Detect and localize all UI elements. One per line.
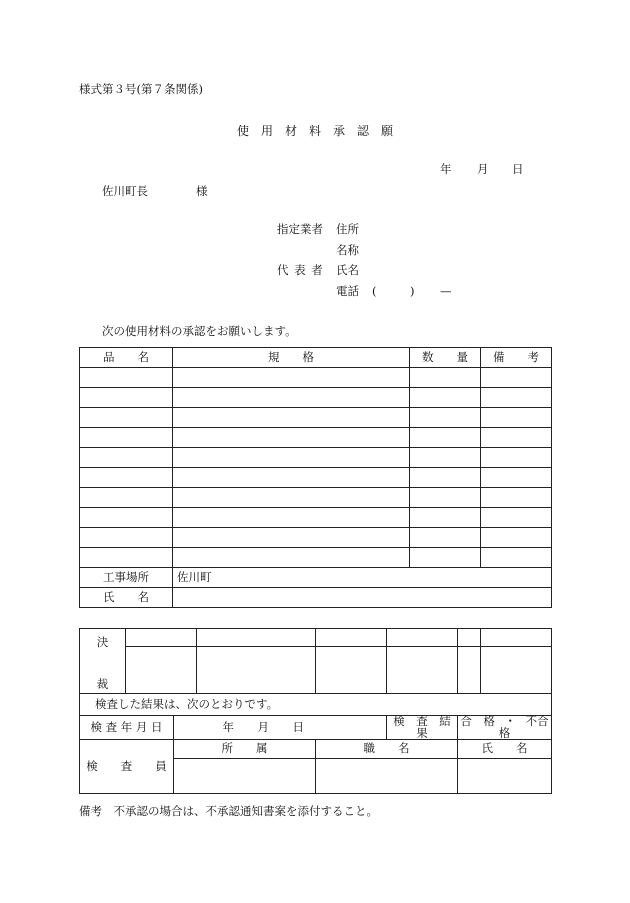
note-cell[interactable] (481, 428, 552, 448)
request-text: 次の使用材料の承認をお願いします。 (102, 324, 297, 338)
header-spec: 規 格 (173, 348, 410, 368)
table-row (80, 528, 552, 548)
document-title: 使 用 材 料 承 認 願 (236, 124, 393, 138)
representative-name-label: 氏名 (336, 263, 359, 277)
spec-cell[interactable] (173, 528, 410, 548)
qty-cell[interactable] (410, 428, 481, 448)
table-row (80, 548, 552, 568)
qty-cell[interactable] (410, 448, 481, 468)
inspection-month: 月 (257, 719, 269, 734)
spec-cell[interactable] (173, 468, 410, 488)
spec-cell[interactable] (173, 408, 410, 428)
decision-label-bottom: 裁 (96, 676, 109, 691)
inspector-label: 検 査 員 (80, 740, 174, 794)
table-row (80, 488, 552, 508)
form-number: 様式第３号(第７条関係) (79, 82, 203, 96)
table-row (80, 448, 552, 468)
inspection-day: 日 (292, 719, 304, 734)
inspector-name-label: 氏 名 (458, 740, 552, 759)
spec-cell[interactable] (173, 508, 410, 528)
stamp-header-cell[interactable] (126, 629, 197, 647)
item-cell[interactable] (80, 488, 173, 508)
qty-cell[interactable] (410, 488, 481, 508)
inspector-name-value[interactable] (458, 759, 552, 794)
qty-cell[interactable] (410, 468, 481, 488)
spec-cell[interactable] (173, 368, 410, 388)
inspection-year: 年 (222, 719, 234, 734)
phone-open-paren: ( (372, 284, 377, 298)
stamp-cell[interactable] (458, 647, 481, 694)
inspection-date-value[interactable] (174, 716, 387, 740)
spec-cell[interactable] (173, 488, 410, 508)
item-cell[interactable] (80, 368, 173, 388)
applicant-name-label: 氏 名 (80, 588, 173, 608)
note-cell[interactable] (481, 408, 552, 428)
stamp-cell[interactable] (481, 647, 552, 694)
approval-table (79, 628, 552, 794)
result-fail: 不合格 (498, 714, 549, 740)
designated-contractor-label: 指定業者 (277, 222, 323, 236)
inspection-result-label: 検 査 結 果 (387, 716, 458, 740)
affiliation-value[interactable] (174, 759, 316, 794)
item-cell[interactable] (80, 428, 173, 448)
qty-cell[interactable] (410, 528, 481, 548)
stamp-cell[interactable] (126, 647, 197, 694)
date-year: 年 (440, 162, 452, 176)
address-label: 住所 (336, 222, 359, 236)
phone-label: 電話 (336, 284, 359, 298)
inspection-result-value[interactable] (458, 716, 552, 740)
decision-label-top: 決 (96, 635, 109, 649)
table-row (80, 408, 552, 428)
inspection-date-label: 検 査 年 月 日 (80, 716, 174, 740)
stamp-cell[interactable] (197, 647, 316, 694)
stamp-header-cell[interactable] (197, 629, 316, 647)
representative-label: 代 表 者 (277, 263, 324, 277)
spec-cell[interactable] (173, 548, 410, 568)
item-cell[interactable] (80, 508, 173, 528)
work-location-label: 工事場所 (80, 568, 173, 588)
table-row (80, 428, 552, 448)
header-quantity: 数 量 (410, 348, 481, 368)
applicant-name-value[interactable] (173, 588, 552, 608)
qty-cell[interactable] (410, 548, 481, 568)
stamp-header-cell[interactable] (387, 629, 458, 647)
result-pass: 合 格 (460, 714, 495, 728)
addressee-honorific: 様 (196, 184, 208, 198)
header-item-name: 品 名 (80, 348, 173, 368)
date-month: 月 (477, 162, 489, 176)
table-row (80, 368, 552, 388)
item-cell[interactable] (80, 548, 173, 568)
item-cell[interactable] (80, 388, 173, 408)
note-cell[interactable] (481, 508, 552, 528)
affiliation-label: 所 属 (174, 740, 316, 759)
item-cell[interactable] (80, 468, 173, 488)
stamp-cell[interactable] (387, 647, 458, 694)
position-value[interactable] (316, 759, 458, 794)
note-cell[interactable] (481, 388, 552, 408)
decision-label-cell (80, 629, 126, 694)
qty-cell[interactable] (410, 388, 481, 408)
stamp-header-cell[interactable] (316, 629, 387, 647)
note-cell[interactable] (481, 368, 552, 388)
table-row (80, 508, 552, 528)
remarks: 備考 不承認の場合は、不承認通知書案を添付すること。 (79, 804, 378, 818)
header-note: 備 考 (481, 348, 552, 368)
qty-cell[interactable] (410, 408, 481, 428)
note-cell[interactable] (481, 448, 552, 468)
item-cell[interactable] (80, 448, 173, 468)
note-cell[interactable] (481, 488, 552, 508)
phone-close-paren: ) (410, 284, 415, 298)
note-cell[interactable] (481, 528, 552, 548)
item-cell[interactable] (80, 408, 173, 428)
stamp-header-cell[interactable] (481, 629, 552, 647)
stamp-cell[interactable] (316, 647, 387, 694)
qty-cell[interactable] (410, 508, 481, 528)
note-cell[interactable] (481, 548, 552, 568)
spec-cell[interactable] (173, 448, 410, 468)
table-row (80, 468, 552, 488)
materials-table (79, 347, 552, 608)
qty-cell[interactable] (410, 368, 481, 388)
addressee-name: 佐川町長 (102, 184, 148, 198)
table-row (80, 388, 552, 408)
note-cell[interactable] (481, 468, 552, 488)
spec-cell[interactable] (173, 388, 410, 408)
company-name-label: 名称 (336, 243, 359, 257)
item-cell[interactable] (80, 528, 173, 548)
date-day: 日 (512, 162, 524, 176)
position-label: 職 名 (316, 740, 458, 759)
stamp-header-cell[interactable] (458, 629, 481, 647)
inspection-text: 検査した結果は、次のとおりです。 (80, 694, 552, 716)
work-location-value[interactable]: 佐川町 (173, 568, 552, 588)
phone-dash: — (440, 284, 452, 298)
spec-cell[interactable] (173, 428, 410, 448)
result-separator: ・ (504, 714, 516, 728)
